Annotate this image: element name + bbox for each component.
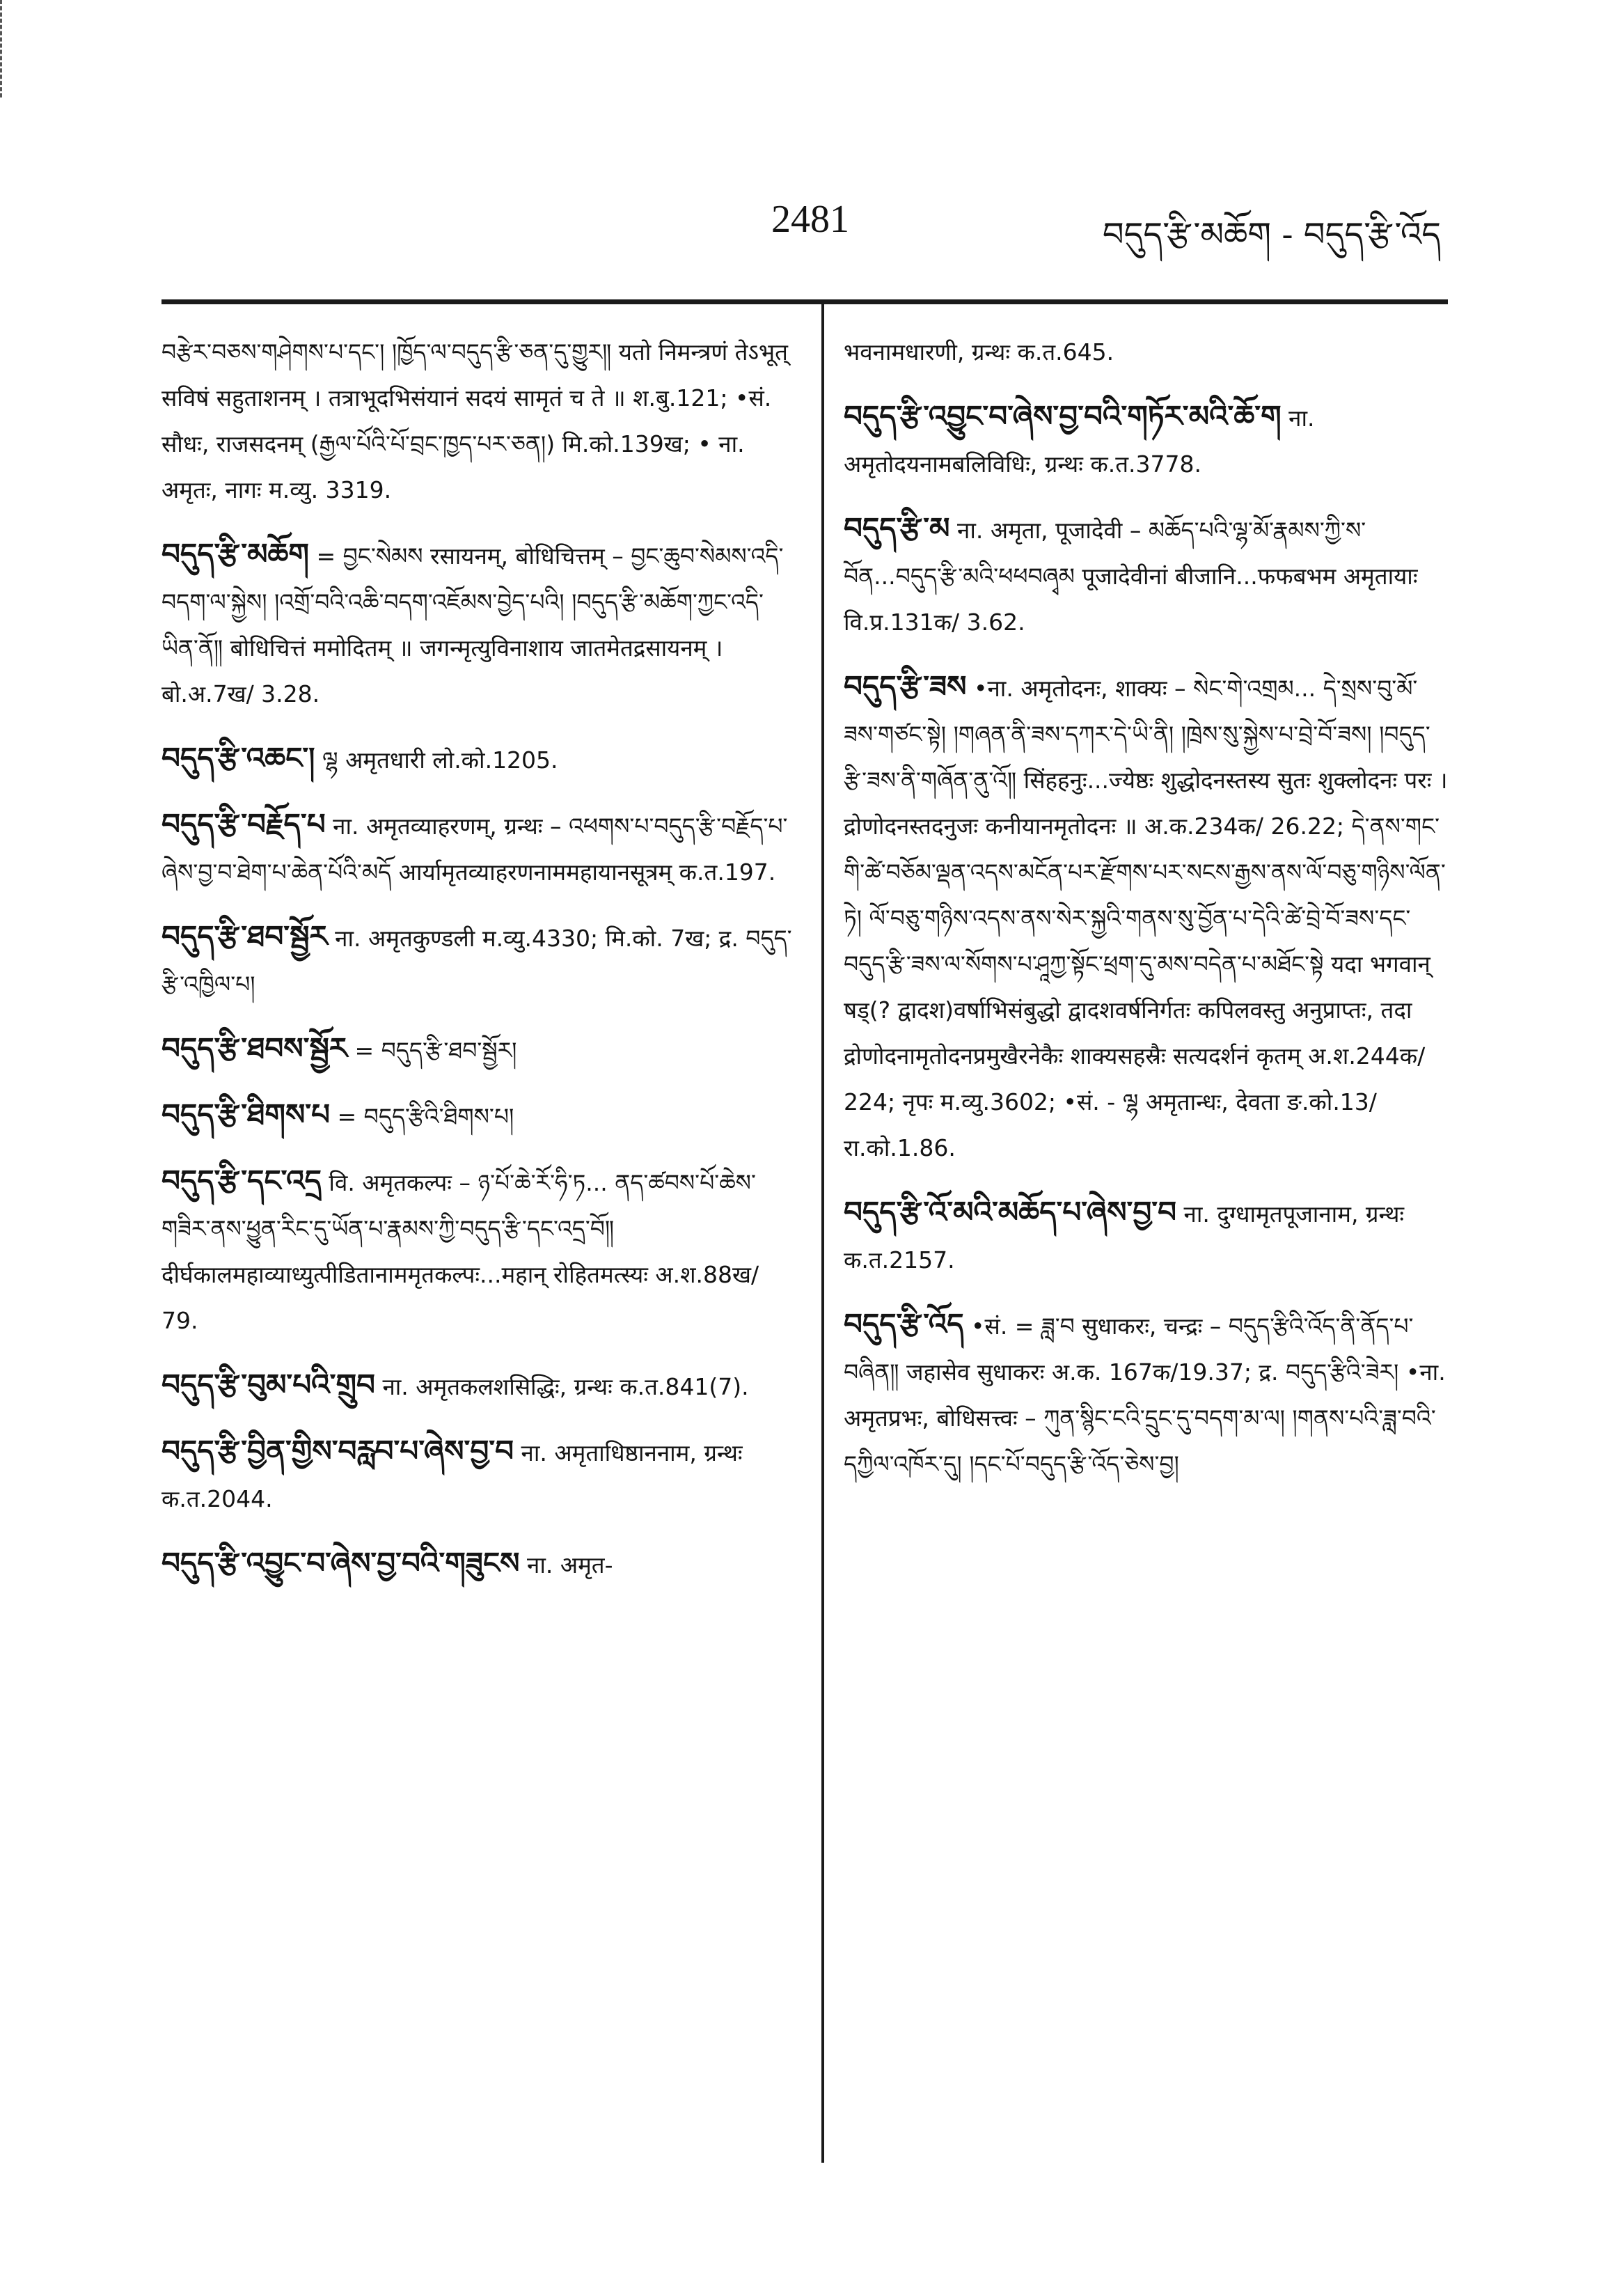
entry [161,735,798,783]
entry-text: ना. अमृतव्याहरणम्, ग्रन्थः – འཕགས་པ་བདུད་རྩི་བརྗོད་པ་ཞེས་བྱ་བ་ཐེག་པ་ཆེན་པོའི་མདོ आर्यामृतव्याहरणनाममहायानसूत्रम् क.त.197. [161,813,788,886]
header-rule [161,299,1448,304]
entry-text: •सं. = ཟླ་བ सुधाकरः, चन्द्रः – བདུད་རྩིའི་འོད་ནི་ནོད་པ་བཞིན༎ जहासेव सुधाकरः अ.क. 167क/19.37; द्र. བདུད་རྩིའི་ཟེར། •ना. अमृतप्रभः, बोधिसत्त्वः – ཀུན་སྙིང་ངའི་དྲུང་དུ་བདག་མ་ལ། །གནས་པའི་ཟླ་བའི་དཀྱིལ་འཁོར་དུ། །དང་པོ་བདུད་རྩི་འོད་ཅེས་བྱ། [844,1313,1446,1478]
entry-headword: བདུད་རྩི་འོད [844,1307,964,1341]
entry [844,1189,1448,1283]
entry-text: वि. अमृतकल्पः – ཉ་པོ་ཆེ་རོ་ཧི་ཏ... ནད་ཚབས་པོ་ཆེས་གཟིར་ནས་ཕྱུན་རིང་དུ་ཡོན་པ་རྣམས་ཀྱི་བདུད་རྩི་དང་འདྲ་བོ༎ दीर्घकालमहाव्याध्युत्पीडितानाममृतकल्पः...महान् रोहितमत्स्यः अ.श.88ख/ 79. [161,1169,759,1334]
entry [844,393,1448,487]
entry-headword: བདུད་རྩི་ཐབ་སྦྱོར [161,919,328,953]
entry-text: = བྱང་སེམས रसायनम्, बोधिचित्तम् – བྱང་ཆུབ་སེམས་འདི་བདག་ལ་སྐྱེས། །འགྲོ་བའི་འཆི་བདག་འཇོམས་བྱེད་པའི། །བདུད་རྩི་མཆོག་ཀྱང་འདི་ཡིན་ནོ༎ बोधिचित्तं ममोदितम् ॥ जगन्मृत्युविनाशाय जातमेतद्रसायनम् । बो.अ.7ख/ 3.28. [161,542,784,707]
entry [161,1362,798,1410]
entry-headword: བདུད་རྩི་མཆོག [161,537,309,571]
entry [844,1301,1448,1487]
right-column [844,327,1448,1505]
entry-text: ना. अमृता, पूजादेवी – མཆོད་པའི་ལྷ་མོ་རྣམས་ཀྱི་ས་བོན...བདུད་རྩི་མའི་ཕཕབཞྭམ पूजादेवीनां बीजानि...फफबभम अमृतायाः वि.प्र.131क/ 3.62. [844,517,1418,636]
entry-headword: བདུད་རྩི་འབྱུང་བ་ཞེས་བྱ་བའི་གཏོར་མའི་ཆོ་ག [844,399,1282,433]
entry-text: ना. दुग्धामृतपूजानाम, ग्रन्थः क.त.2157. [844,1200,1405,1274]
entry-headword: བདུད་རྩི་བྱིན་གྱིས་བརླབ་པ་ཞེས་བྱ་བ [161,1434,514,1468]
left-column [161,327,798,1606]
scan-edge-marks [0,0,4,97]
entry-text: ना. अमृतकलशसिद्धिः, ग्रन्थः क.त.841(7). [382,1373,749,1400]
entry-text: ना. अमृतकुण्डली म.व्यु.4330; मि.को. 7ख; द्र. བདུད་རྩི་འཁྱིལ་པ། [161,925,792,998]
entry-headword: བདུད་རྩི་བརྗོད་པ [161,807,326,841]
entry-headword: བདུད་རྩི་འབྱུང་བ་ཞེས་བྱ་བའི་གཟུངས [161,1546,520,1580]
entry [161,1092,798,1140]
entry-text: भवनामधारणी, ग्रन्थः क.त.645. [844,338,1114,366]
entry-headword: བདུད་རྩི་འཆང་། [161,741,315,775]
entry [844,506,1448,645]
entry-headword: བདུད་རྩི་མ [844,511,950,545]
entry-text: = བདུད་རྩིའི་ཐིགས་པ། [337,1103,514,1130]
entry-text: = བདུད་རྩི་ཐབ་སྦྱོར། [354,1037,517,1064]
entry [844,664,1448,1171]
entry [161,801,798,895]
entry-headword: བདུད་རྩི་ཐིགས་པ [161,1097,331,1131]
entry [161,1540,798,1588]
entry-text: ना. अमृताधिष्ठाननाम, ग्रन्थः क.त.2044. [161,1439,743,1512]
entry-text: •ना. अमृतोदनः, शाक्यः – སེང་གེ་འགྲམ... དེ་སྲས་བུ་མོ་ཟས་གཙང་སྟེ། །གཞན་ནི་ཟས་དཀར་དེ་ཡི་ནི། །ཁྲེས་སུ་སྐྱེས་པ་བྲེ་བོ་ཟས། །བདུད་རྩི་ཟས་ནི་གཞོན་ནུ་འོ༎ सिंहहनुः...ज्येष्ठः शुद्धोदनस्तस्य सुतः शुक्लोदनः परः । द्रोणोदनस्तदनुजः कनीयानमृतोदनः ॥ अ.क.234क/ 26.22; དེ་ནས་གང་གི་ཚེ་བཅོམ་ལྡན་འདས་མངོན་པར་རྫོགས་པར་སངས་རྒྱས་ནས་ལོ་བཅུ་གཉིས་ལོན་ཏེ། ལོ་བཅུ་གཉིས་འདས་ནས་སེར་སྐྱའི་གནས་སུ་བྱོན་པ་དེའི་ཚེ་བྲེ་བོ་ཟས་དང་བདུད་རྩི་ཟས་ལ་སོགས་པ་ཤཱཀྱ་སྟོང་ཕྲག་དུ་མས་བདེན་པ་མཐོང་སྟེ यदा भगवान् षड्(? द्वादश)वर्षाभिसंबुद्धो द्वादशवर्षनिर्गतः कपिलवस्तु अनुप्राप्तः, तदा द्रोणोदनामृतोदनप्रमुखैरनेकैः शाक्यसहस्रैः सत्यदर्शनं कृतम् अ.श.244क/ 224; नृपः म.व्यु.3602; •सं. - ལྷ अमृतान्धः, देवता ङ.को.13/रा.को.1.86. [844,675,1448,1161]
page-number: 2481 [771,198,849,241]
running-head: བདུད་རྩི་མཆོག - བདུད་རྩི་འོད [1102,215,1441,254]
entry [161,1158,798,1344]
entry [844,327,1448,375]
entry-headword: བདུད་རྩི་བུམ་པའི་གྲུབ [161,1368,375,1402]
entry [161,531,798,717]
entry [161,1026,798,1074]
entry-text: ना. अमृत- [527,1551,613,1579]
entry-text: ना. अमृतोदयनामबलिविधिः, ग्रन्थः क.त.3778. [844,405,1315,478]
entry [161,914,798,1008]
entry [161,327,798,513]
entry-text: ལྷ अमृतधारी लो.को.1205. [322,746,558,774]
column-divider [821,304,824,2163]
entry-headword: བདུད་རྩི་ཟས [844,669,967,703]
entry-headword: བདུད་རྩི་ཐབས་སྦྱོར [161,1031,347,1065]
entry [161,1428,798,1522]
entry-text: བརྩེར་བཅས་གཤེགས་པ་དང་། །ཁྱོད་ལ་བདུད་རྩི་ཅན་དུ་གྱུར༎ यतो निमन्त्रणं तेऽभूत् सविषं सहुताशनम् । तत्राभूदभिसंयानं सदयं सामृतं च ते ॥ श.बु.121; •सं. सौधः, राजसदनम् (རྒྱལ་པོའི་པོ་བྲང་ཁྱད་པར་ཅན།) मि.को.139ख; • ना. अमृतः, नागः म.व्यु. 3319. [161,338,788,503]
entry-headword: བདུད་རྩི་དང་འདྲ [161,1164,322,1198]
entry-headword: བདུད་རྩི་འོ་མའི་མཆོད་པ་ཞེས་བྱ་བ [844,1195,1177,1229]
